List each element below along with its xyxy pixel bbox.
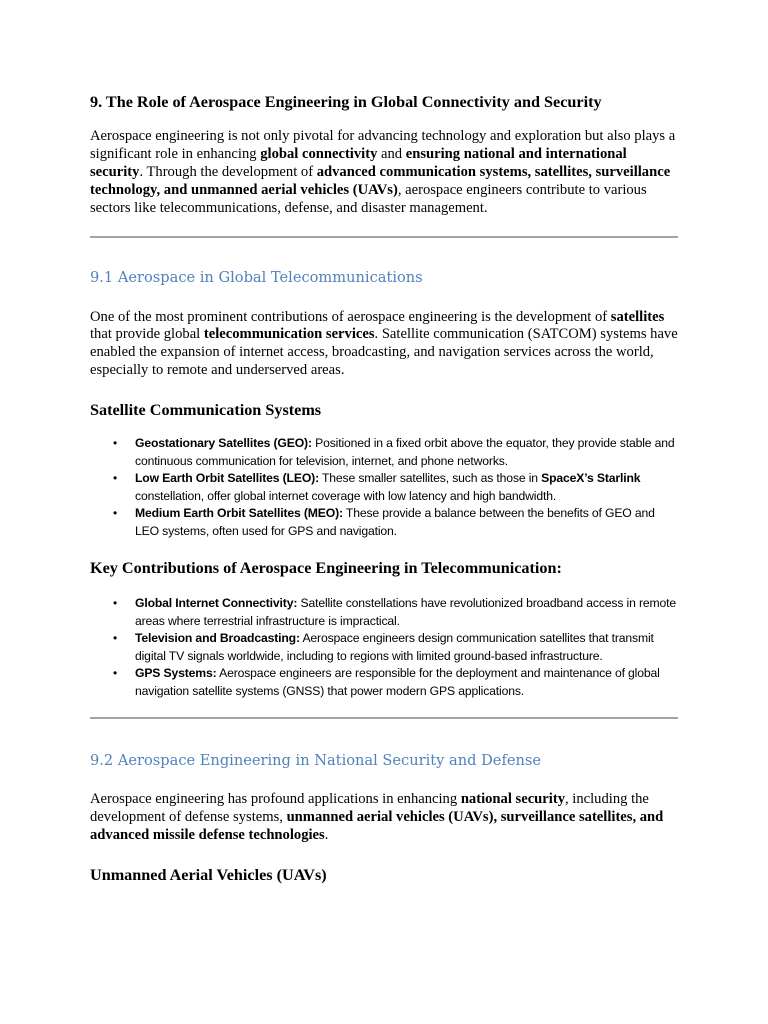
subsection-heading-telecom: 9.1 Aerospace in Global Telecommunications bbox=[90, 268, 423, 286]
bold-text: advanced communication systems, satellites, surveillance technology, and unmanned aerial vehicles (UAVs) bbox=[90, 163, 671, 198]
text-run: that provide global bbox=[90, 326, 204, 343]
bullet-icon: • bbox=[113, 666, 118, 681]
security-paragraph bbox=[90, 791, 678, 845]
bold-text: satellites bbox=[610, 308, 665, 325]
list-item bbox=[113, 470, 678, 505]
text-run: and bbox=[377, 145, 406, 162]
intro-paragraph bbox=[90, 128, 678, 218]
text-run: , aerospace engineers contribute to various sectors like telecommunications, defense, and disaster management. bbox=[90, 181, 647, 216]
text-run: . bbox=[324, 826, 329, 843]
divider bbox=[90, 236, 678, 238]
text-run: , including the development of defense systems, bbox=[90, 791, 649, 826]
list-item bbox=[113, 665, 678, 700]
uav-heading: Unmanned Aerial Vehicles (UAVs) bbox=[90, 865, 327, 884]
bold-text: Medium Earth Orbit Satellites (MEO): bbox=[135, 506, 343, 521]
bold-text: Geostationary Satellites (GEO): bbox=[135, 436, 312, 451]
bold-text: national security bbox=[460, 791, 565, 808]
subsection-heading-security: 9.2 Aerospace Engineering in National Security and Defense bbox=[90, 752, 542, 770]
text-run: Satellite constellations have revolutionized broadband access in remote areas where terrestrial infrastructure is impractical. bbox=[135, 596, 676, 628]
contributions-heading: Key Contributions of Aerospace Engineering in Telecommunication: bbox=[90, 559, 562, 578]
text-run: Positioned in a fixed orbit above the equator, they provide stable and continuous communication for television, internet, and phone networks. bbox=[135, 436, 675, 468]
satcom-heading: Satellite Communication Systems bbox=[90, 401, 322, 420]
bullet-icon: • bbox=[113, 506, 118, 521]
bold-text: unmanned aerial vehicles (UAVs), surveillance satellites, and advanced missile defense technologies bbox=[90, 809, 664, 843]
bold-text: global connectivity bbox=[260, 145, 378, 162]
text-run: . Through the development of bbox=[139, 163, 317, 180]
bullet-icon: • bbox=[113, 436, 118, 451]
list-item bbox=[113, 630, 678, 665]
bullet-icon: • bbox=[113, 471, 118, 486]
bold-text: Low Earth Orbit Satellites (LEO): bbox=[135, 471, 319, 486]
bold-text: telecommunication services bbox=[203, 326, 375, 343]
list-item bbox=[113, 595, 678, 630]
bold-text: Television and Broadcasting: bbox=[135, 631, 300, 646]
text-run: constellation, offer global internet coverage with low latency and high bandwidth. bbox=[135, 488, 557, 503]
bold-text: GPS Systems: bbox=[135, 666, 217, 681]
text-run: These smaller satellites, such as those in bbox=[318, 471, 542, 486]
telecom-paragraph bbox=[90, 309, 678, 381]
text-run: Aerospace engineers are responsible for the deployment and maintenance of global navigation satellite systems (GNSS) that power modern GPS applications. bbox=[135, 666, 660, 698]
divider bbox=[90, 717, 678, 719]
section-title: 9. The Role of Aerospace Engineering in Global Connectivity and Security bbox=[90, 93, 602, 111]
contributions-list bbox=[90, 595, 678, 700]
text-run: One of the most prominent contributions of aerospace engineering is the development of bbox=[90, 308, 611, 325]
text-run: . Satellite communication (SATCOM) systems have enabled the expansion of internet access, broadcasting, and navigation services across the world, especially to remote and underserved areas. bbox=[90, 326, 678, 379]
text-run: Aerospace engineering is not only pivotal for advancing technology and exploration but also plays a significant role in enhancing bbox=[90, 128, 676, 162]
text-run: Aerospace engineering has profound applications in enhancing bbox=[90, 791, 461, 808]
bold-text: SpaceX’s Starlink bbox=[541, 471, 641, 486]
satcom-list bbox=[90, 435, 678, 540]
text-run: These provide a balance between the benefits of GEO and LEO systems, often used for GPS and navigation. bbox=[135, 506, 655, 538]
text-run: Aerospace engineers design communication satellites that transmit digital TV signals worldwide, including to regions with limited ground-based infrastructure. bbox=[135, 631, 654, 663]
list-item bbox=[113, 435, 678, 470]
bold-text: ensuring national and international security bbox=[90, 145, 627, 180]
document-page bbox=[90, 92, 678, 885]
bold-text: Global Internet Connectivity: bbox=[135, 596, 298, 611]
bullet-icon: • bbox=[113, 596, 118, 611]
list-item bbox=[113, 505, 678, 540]
bullet-icon: • bbox=[113, 631, 118, 646]
